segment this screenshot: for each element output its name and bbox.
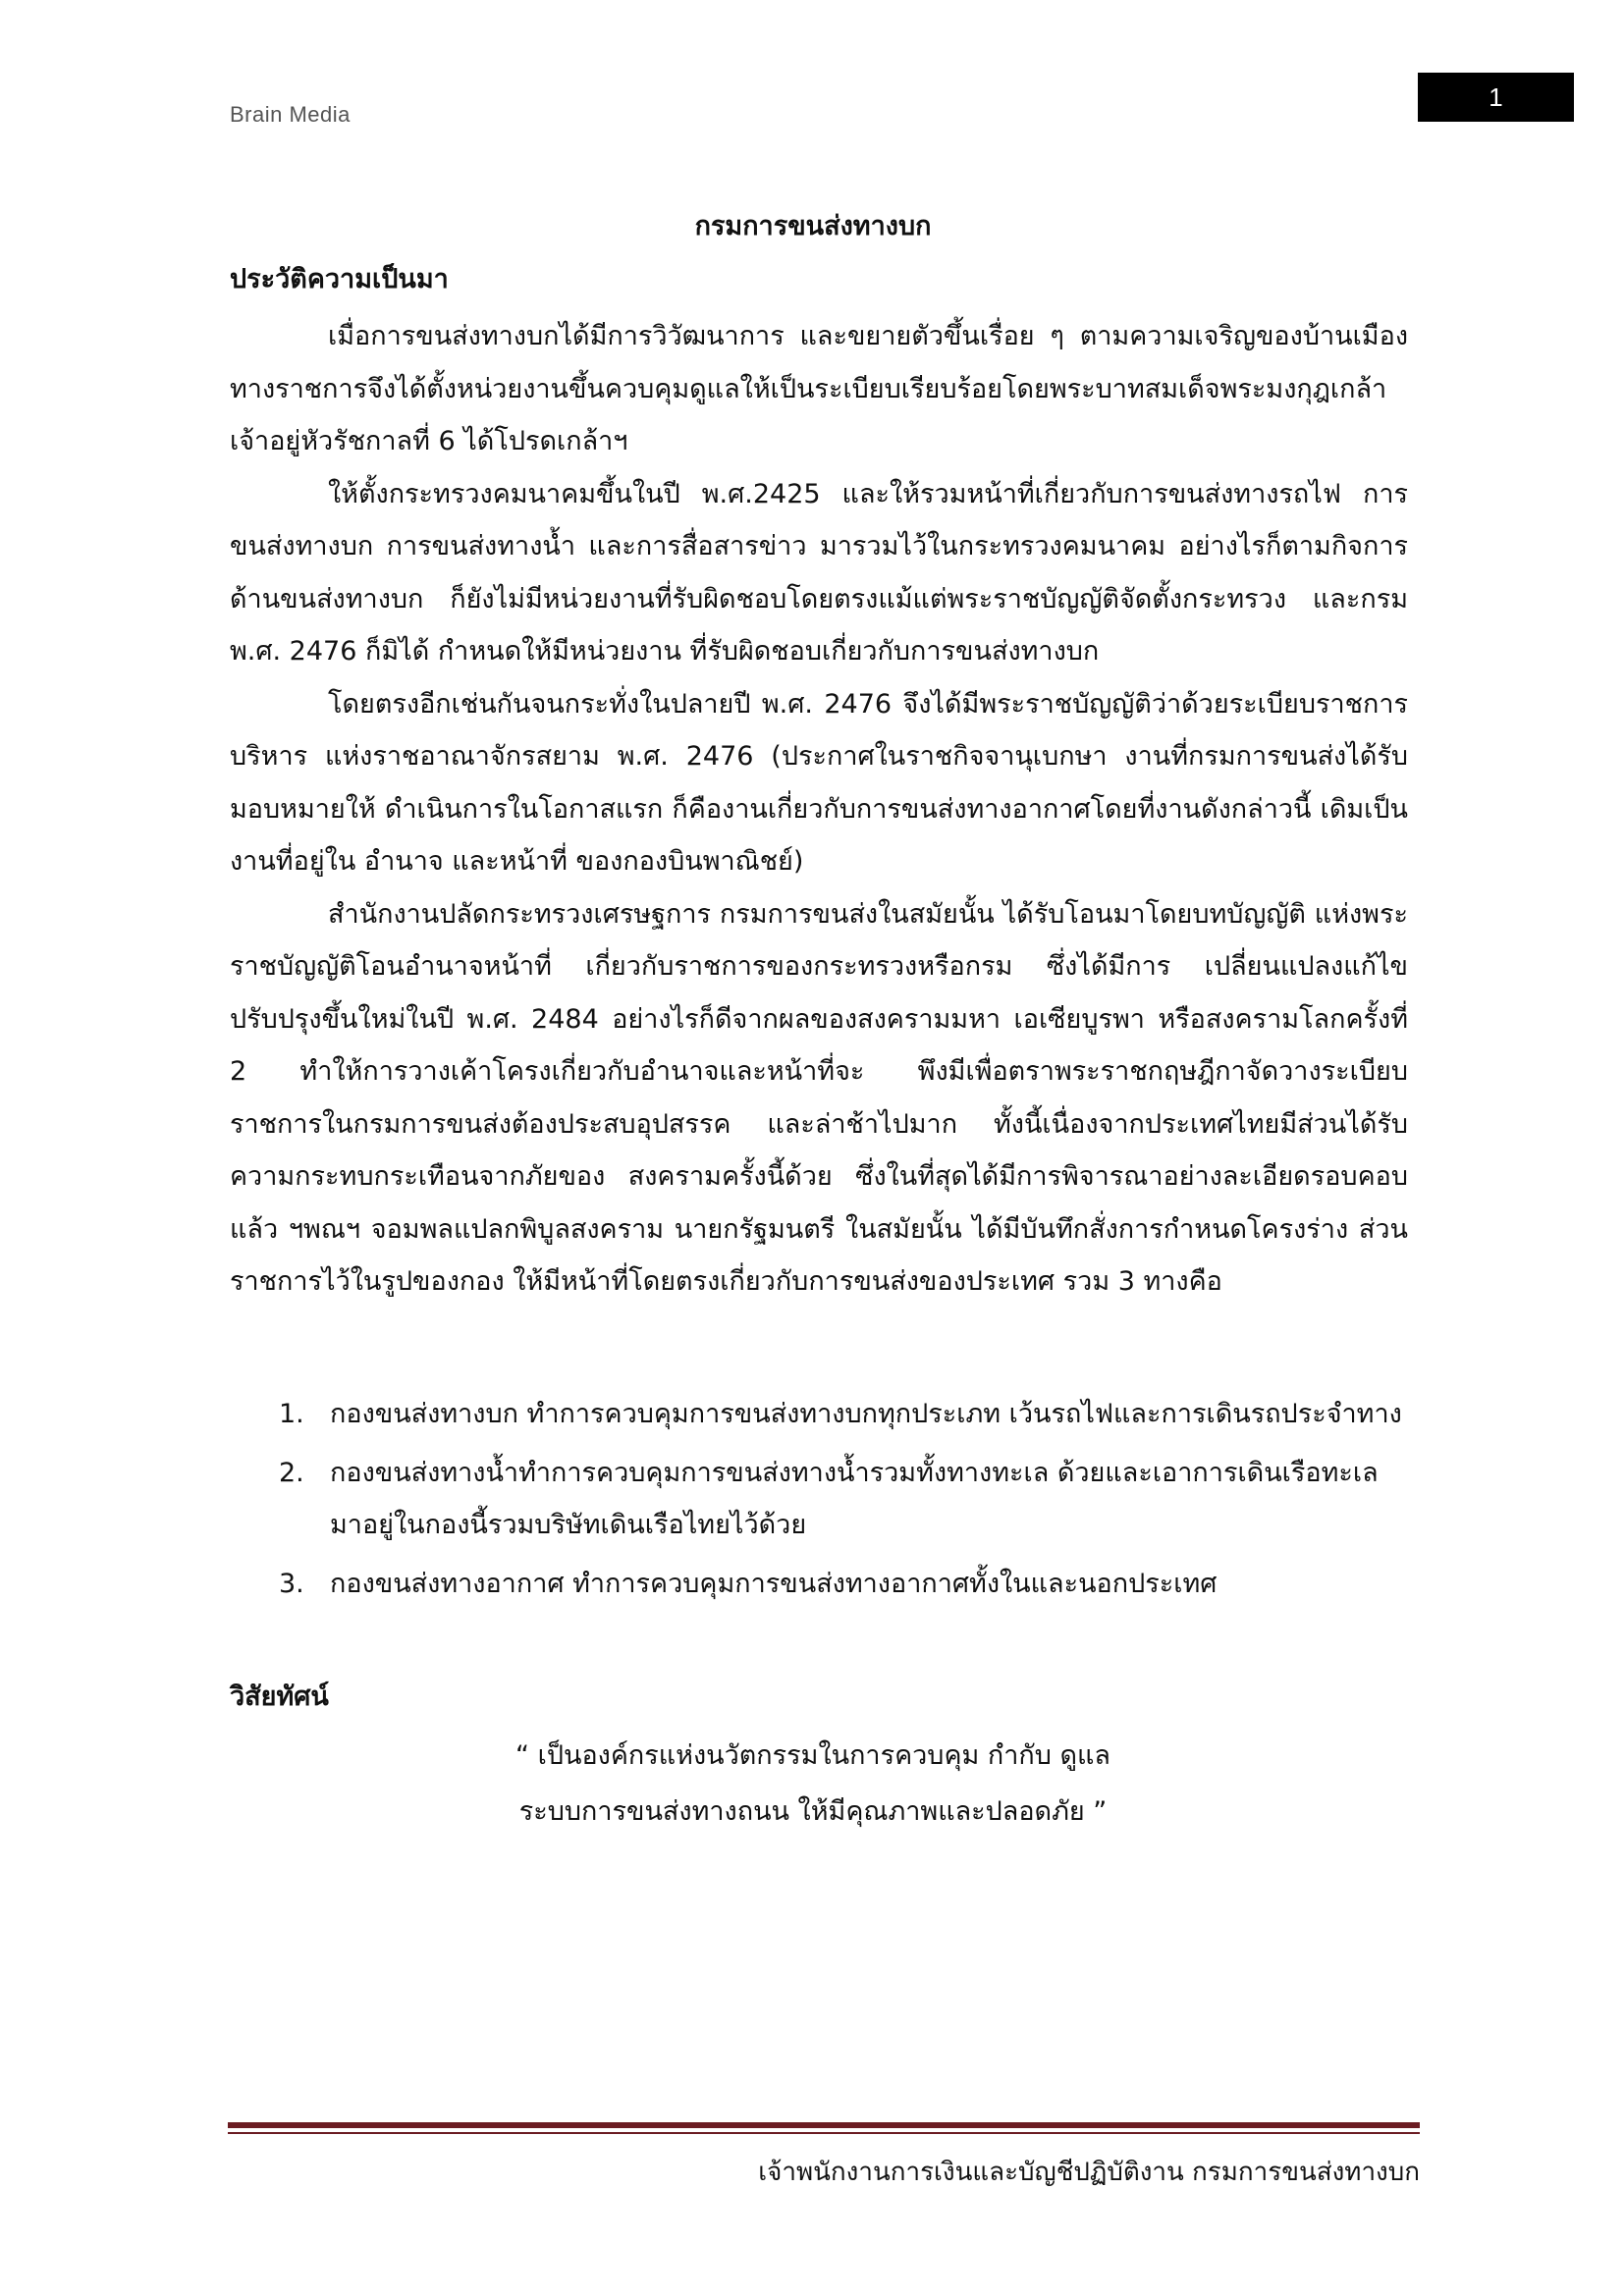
footer-rule bbox=[228, 2122, 1420, 2128]
list-item-text: กองขนส่งทางบก ทำการควบคุมการขนส่งทางบกทุกประเภท เว้นรถไฟและการเดินรถประจำทาง bbox=[330, 1399, 1402, 1429]
vision-heading: วิสัยทัศน์ bbox=[230, 1682, 329, 1712]
history-body bbox=[230, 310, 1408, 1308]
vision-line: ระบบการขนส่งทางถนน ให้มีคุณภาพและปลอดภัย ” bbox=[518, 1796, 1108, 1827]
vision-line: “ เป็นองค์กรแห่งนวัตกรรมในการควบคุม กำกับ ดูแล bbox=[515, 1740, 1110, 1771]
list-item bbox=[230, 1388, 1408, 1441]
list-item-text: กองขนส่งทางน้ำทำการควบคุมการขนส่งทางน้ำรวมทั้งทางทะเล ด้วยและเอาการเดินเรือทะเลมาอยู่ในกองนี้รวมบริษัทเดินเรือไทยไว้ด้วย bbox=[330, 1457, 1379, 1540]
list-item bbox=[230, 1447, 1408, 1552]
paragraph: โดยตรงอีกเช่นกันจนกระทั่งในปลายปี พ.ศ. 2476 จึงได้มีพระราชบัญญัติว่าด้วยระเบียบราชการบริหาร แห่งราชอาณาจักรสยาม พ.ศ. 2476 (ประกาศในราชกิจจานุเบกษา งานที่กรมการขนส่งได้รับมอบหมายให้ ดำเนินการในโอกาสแรก ก็คืองานเกี่ยวกับการขนส่งทางอากาศโดยที่งานดังกล่าวนี้ เดิมเป็นงานที่อยู่ใน อำนาจ และหน้าที่ ของกองบินพาณิชย์) bbox=[230, 688, 1408, 877]
list-item-number: 3. bbox=[279, 1568, 304, 1599]
paragraph: เมื่อการขนส่งทางบกได้มีการวิวัฒนาการ และขยายตัวขึ้นเรื่อย ๆ ตามความเจริญของบ้านเมือง ทางราชการจึงได้ตั้งหน่วยงานขึ้นควบคุมดูแลให้เป็นระเบียบเรียบร้อยโดยพระบาทสมเด็จพระมงกุฎเกล้าเจ้าอยู่หัวรัชกาลที่ 6 ได้โปรดเกล้าฯ bbox=[230, 321, 1408, 456]
vision-statement bbox=[230, 1728, 1396, 1840]
document-title: กรมการขนส่งทางบก bbox=[694, 211, 932, 241]
page-number-badge: 1 bbox=[1418, 73, 1574, 122]
history-heading: ประวัติความเป็นมา bbox=[230, 264, 449, 294]
list-item-number: 2. bbox=[279, 1457, 304, 1488]
list-item-text: กองขนส่งทางอากาศ ทำการควบคุมการขนส่งทางอากาศทั้งในและนอกประเทศ bbox=[330, 1568, 1218, 1599]
brand-label: Brain Media bbox=[230, 102, 351, 127]
list-item bbox=[230, 1558, 1408, 1611]
paragraph: สำนักงานปลัดกระทรวงเศรษฐการ กรมการขนส่งในสมัยนั้น ได้รับโอนมาโดยบทบัญญัติ แห่งพระราชบัญญัติโอนอำนาจหน้าที่ เกี่ยวกับราชการของกระทรวงหรือกรม ซึ่งได้มีการ เปลี่ยนแปลงแก้ไขปรับปรุงขึ้นใหม่ในปี พ.ศ. 2484 อย่างไรก็ดีจากผลของสงครามมหา เอเซียบูรพา หรือสงครามโลกครั้งที่ 2 ทำให้การวางเค้าโครงเกี่ยวกับอำนาจและหน้าที่จะ พึงมีเพื่อตราพระราชกฤษฎีกาจัดวางระเบียบราชการในกรมการขนส่งต้องประสบอุปสรรค และล่าช้าไปมาก ทั้งนี้เนื่องจากประเทศไทยมีส่วนได้รับความกระทบกระเทือนจากภัยของ สงครามครั้งนี้ด้วย ซึ่งในที่สุดได้มีการพิจารณาอย่างละเอียดรอบคอบแล้ว ฯพณฯ จอมพลแปลกพิบูลสงคราม นายกรัฐมนตรี ในสมัยนั้น ได้มีบันทึกสั่งการกำหนดโครงร่าง ส่วนราชการไว้ในรูปของกอง ให้มีหน้าที่โดยตรงเกี่ยวกับการขนส่งของประเทศ รวม 3 ทางคือ bbox=[230, 898, 1408, 1297]
footer-rule-thin bbox=[228, 2132, 1420, 2134]
transport-divisions-list bbox=[230, 1388, 1408, 1616]
list-item-number: 1. bbox=[279, 1399, 304, 1429]
footer-text: เจ้าพนักงานการเงินและบัญชีปฏิบัติงาน กรมการขนส่งทางบก bbox=[758, 2158, 1420, 2187]
paragraph: ให้ตั้งกระทรวงคมนาคมขึ้นในปี พ.ศ.2425 และให้รวมหน้าที่เกี่ยวกับการขนส่งทางรถไฟ การขนส่งทางบก การขนส่งทางน้ำ และการสื่อสารข่าว มารวมไว้ในกระทรวงคมนาคม อย่างไรก็ตามกิจการด้านขนส่งทางบก ก็ยังไม่มีหน่วยงานที่รับผิดชอบโดยตรงแม้แต่พระราชบัญญัติจัดตั้งกระทรวง และกรม พ.ศ. 2476 ก็มิได้ กำหนดให้มีหน่วยงาน ที่รับผิดชอบเกี่ยวกับการขนส่งทางบก bbox=[230, 478, 1408, 667]
